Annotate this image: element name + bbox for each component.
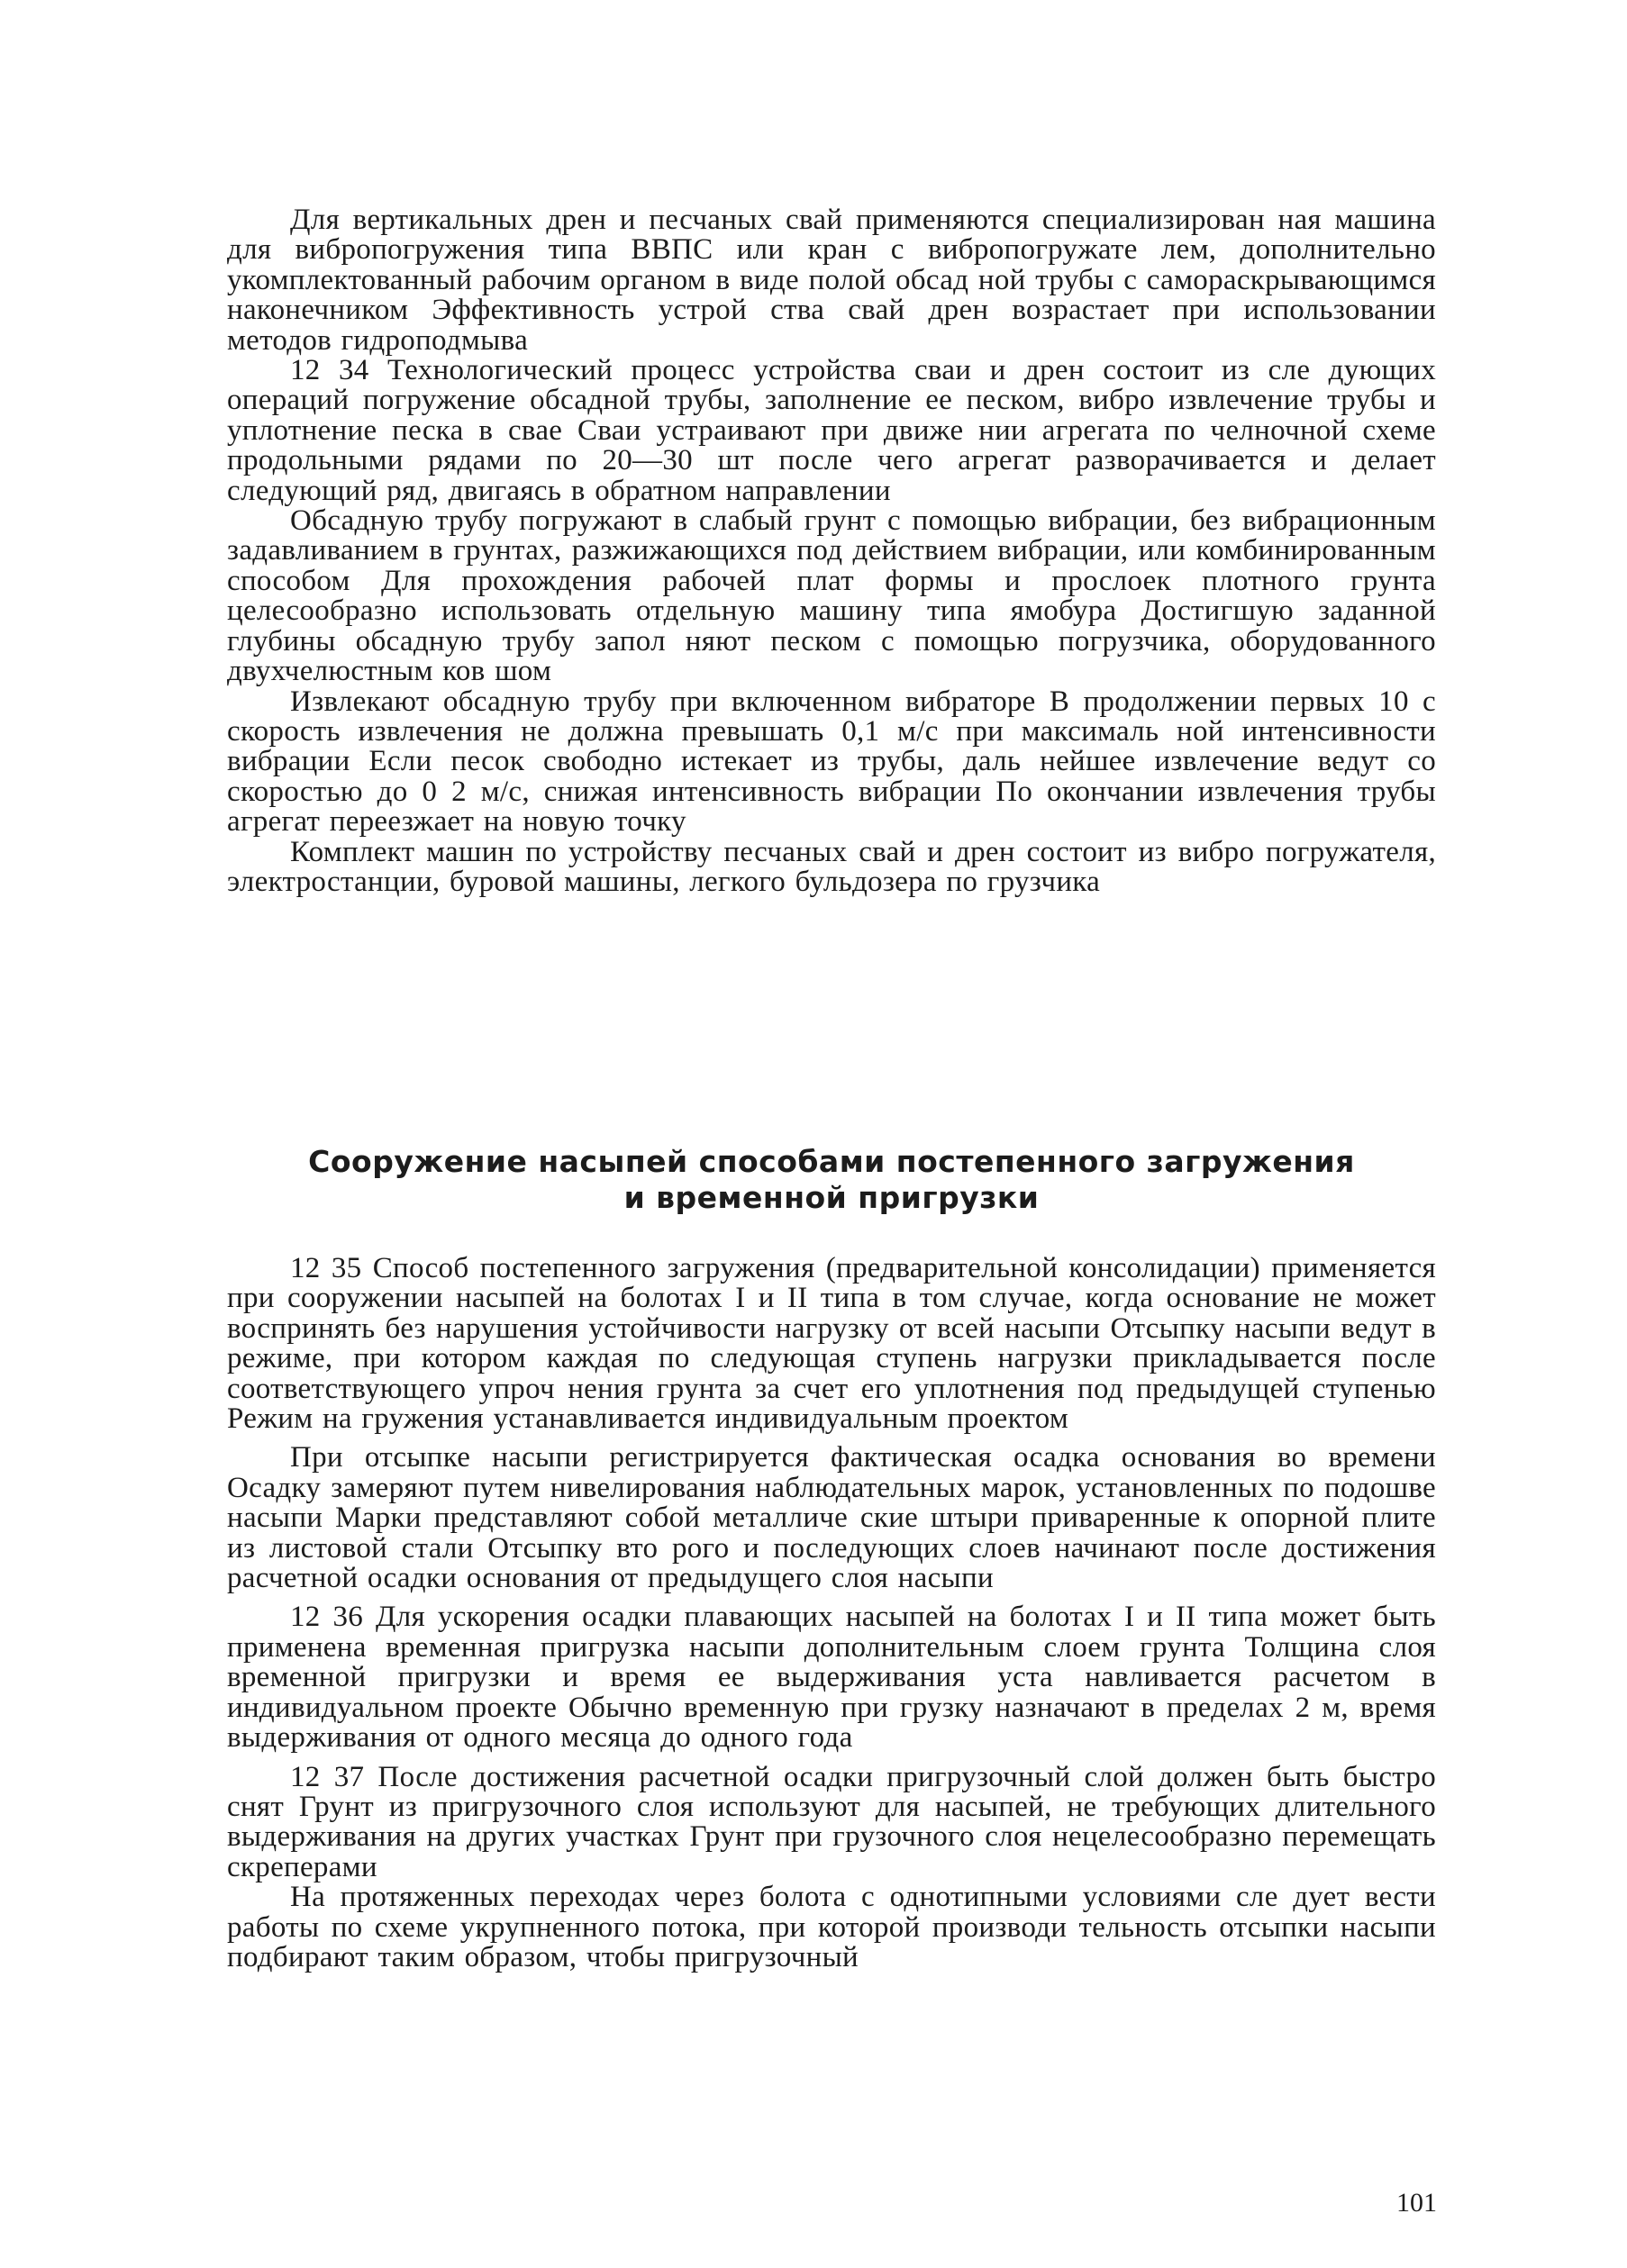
paragraph: Извлекают обсадную трубу при включенном вибраторе В продолжении первых 10 с скорость извлечения не должна превышать 0,1 м/с при максималь ной интенсивности вибрации Если песок свободно истекает из трубы, даль нейшее извлечение ведут со скоростью до 0 2 м/с, снижая интенсивность вибрации По окончании извлечения трубы агрегат переезжает на новую точку [227,685,1436,839]
paragraph: Для вертикальных дрен и песчаных свай применяются специализирован ная машина для вибропогружения типа ВВПС или кран с вибропогружате лем, дополнительно укомплектованный рабочим органом в виде полой обсад ной трубы с самораскрывающимся наконечником Эффективность устрой ства свай дрен возрастает при использовании методов гидроподмыва [227,204,1436,357]
section-heading-line-1: Сооружение насыпей способами постепенного загружения [308,1144,1355,1179]
section-1-text [227,205,1436,897]
paragraph: 12 36 Для ускорения осадки плавающих насыпей на болотах I и II типа может быть применена временная пригрузка насыпи дополнительным слоем грунта Толщина слоя временной пригрузки и время ее выдерживания уста навливается расчетом в индивидуальном проекте Обычно временную при грузку назначают в пределах 2 м, время выдерживания от одного месяца до одного года [227,1601,1436,1755]
section-2-text [227,1254,1436,1973]
section-heading-line-2: и временной пригрузки [623,1180,1040,1215]
section-heading [227,1144,1436,1216]
paragraph: 12 37 После достижения расчетной осадки пригрузочный слой должен быть быстро снят Грунт из пригрузочного слоя используют для насыпей, не требующих длительного выдерживания на других участках Грунт при грузочного слоя нецелесообразно перемещать скреперами [227,1760,1436,1883]
paragraph: При отсыпке насыпи регистрируется фактическая осадка основания во времени Осадку замеряют путем нивелирования наблюдательных марок, установленных по подошве насыпи Марки представляют собой металличе ские штыри приваренные к опорной плите из листовой стали Отсыпку вто рого и последующих слоев начинают после достижения расчетной осадки основания от предыдущего слоя насыпи [227,1441,1436,1595]
paragraph: 12 34 Технологический процесс устройства сваи и дрен состоит из сле дующих операций погружение обсадной трубы, заполнение ее песком, вибро извлечение трубы и уплотнение песка в свае Сваи устраивают при движе нии агрегата по челночной схеме продольными рядами по 20—30 шт после чего агрегат разворачивается и делает следующий ряд, двигаясь в обратном направлении [227,354,1436,507]
paragraph: 12 35 Способ постепенного загружения (предварительной консолидации) применяется при сооружении насыпей на болотах I и II типа в том случае, когда основание не может воспринять без нарушения устойчивости нагрузку от всей насыпи Отсыпку насыпи ведут в режиме, при котором каждая по следующая ступень нагрузки прикладывается после соответствующего упроч нения грунта за счет его уплотнения под предыдущей ступенью Режим на гружения устанавливается индивидуальным проектом [227,1252,1436,1436]
paragraph: На протяженных переходах через болота с однотипными условиями сле дует вести работы по схеме укрупненного потока, при которой производи тельность отсыпки насыпи подбирают таким образом, чтобы пригрузочный [227,1881,1436,1973]
paragraph: Обсадную трубу погружают в слабый грунт с помощью вибрации, без вибрационным задавливанием в грунтах, разжижающихся под действием вибрации, или комбинированным способом Для прохождения рабочей плат формы и прослоек плотного грунта целесообразно использовать отдельную машину типа ямобура Достигшую заданной глубины обсадную трубу запол няют песком с помощью погрузчика, оборудованного двухчелюстным ков шом [227,504,1436,688]
page-number: 101 [1396,2188,1437,2218]
paragraph: Комплект машин по устройству песчаных свай и дрен состоит из вибро погружателя, электростанции, буровой машины, легкого бульдозера по грузчика [227,835,1436,898]
